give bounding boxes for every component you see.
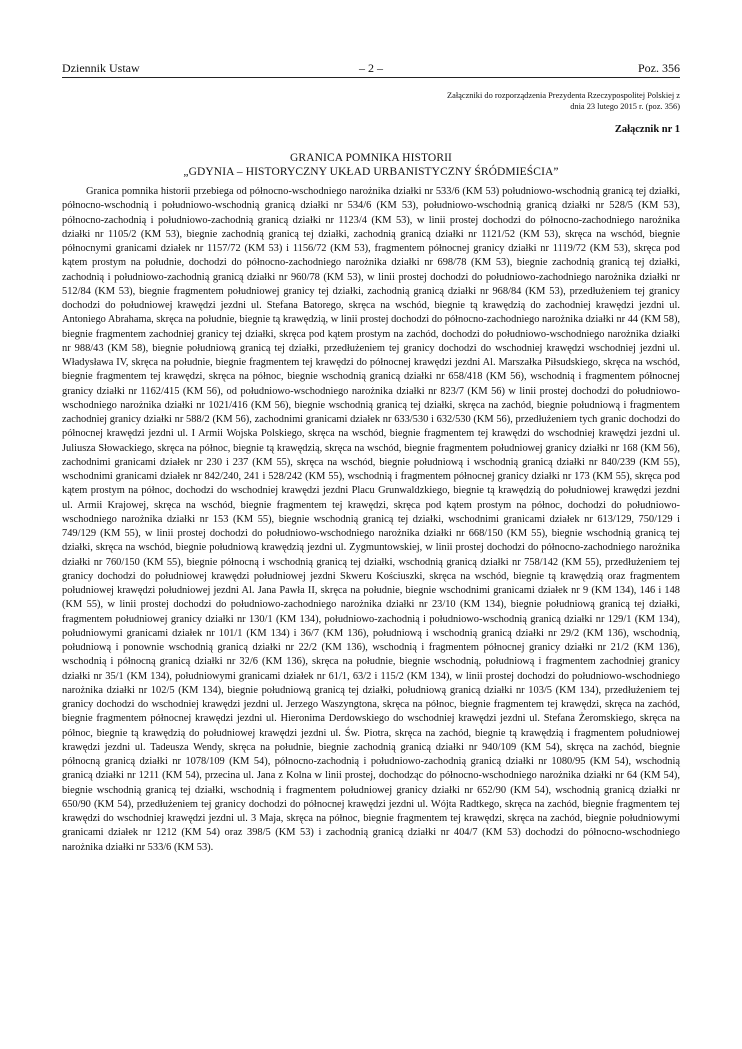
page-header — [62, 61, 680, 77]
position-number: Poz. 356 — [638, 61, 680, 75]
title-line-1: GRANICA POMNIKA HISTORII — [290, 152, 452, 164]
page-number: – 2 – — [359, 61, 383, 75]
annex-note: Załączniki do rozporządzenia Prezydenta Rzeczypospolitej Polskiej z dnia 23 lutego 2015 r. (poz. 356) — [446, 91, 680, 111]
journal-name: Dziennik Ustaw — [62, 61, 140, 75]
title-line-2: „GDYNIA – HISTORYCZNY UKŁAD URBANISTYCZNY ŚRÓDMIEŚCIA” — [183, 166, 559, 178]
annex-number: Załącznik nr 1 — [614, 124, 680, 135]
header-rule — [62, 77, 680, 78]
boundary-description: Granica pomnika historii przebiega od północno-wschodniego narożnika działki nr 533/6 (KM 53) południowo-wschodnią granicą tej działki, północno-wschodnią i południowo-wschodnią granicą działki nr 534/6 (KM 53), południowo-wschodnią granicą działki nr 528/5 (KM 53), północno-zachodnią i południowo-zachodnią granicą działki nr 1123/4 (KM 53), w linii prostej dochodzi do północno-zachodniego narożnika działki nr 1105/2 (KM 53), biegnie zachodnią granicą tej działki, zachodnią granicą działki nr 1121/52 (KM 53), skręca na wschód, biegnie północnymi granicami działek nr 1157/72 (KM 53) i 1156/72 (KM 53), fragmentem północnej granicy działki nr 1119/72 (KM 53), skręca pod kątem prostym na południe, dochodzi do północno-zachodniego narożnika działki nr 698/78 (KM 53), biegnie zachodnią granicą tej działki, zachodnią i południowo-zachodnią granicą działki nr 960/78 (KM 53), w linii prostej dochodzi do południowo-zachodniego narożnika działki nr 512/84 (KM 53), biegnie fragmentem południowej granicy tej działki, zachodnią granicą działki nr 968/84 (KM 53), przedłużeniem tej granicy dochodzi do południowej krawędzi jezdni ul. Stefana Batorego, skręca na wschód, biegnie tą krawędzią do zachodniej krawędzi jezdni ul. Antoniego Abrahama, skręca na południe, biegnie tą krawędzią, w linii prostej dochodzi do północno-zachodniego narożnika działki nr 44 (KM 58), biegnie fragmentem zachodniej granicy tej działki, skręca pod kątem prostym na zachód, dochodzi do południowo-wschodniego narożnika działki nr 988/43 (KM 58), biegnie południową granicą tej działki, przedłużeniem tej granicy dochodzi do wschodniej krawędzi wschodniej jezdni ul. Władysława IV, skręca na południe, biegnie fragmentem tej krawędzi do północnej krawędzi jezdni Al. Marszałka Piłsudskiego, skręca na wschód, biegnie fragmentem tej krawędzi, skręca na północ, biegnie wschodnią granicą działki nr 658/418 (KM 56), wschodnią i fragmentem północnej granicy działki nr 1162/415 (KM 56), od południowo-wschodniego narożnika działki nr 823/7 (KM 56) w linii prostej dochodzi do południowo-wschodniego narożnika działki nr 1021/416 (KM 56), biegnie wschodnią granicą tej działki, skręca na zachód, biegnie południową i fragmentem zachodniej granicy działki nr 588/2 (KM 56), zachodnimi granicami działek nr 633/530 i 632/530 (KM 56), przedłużeniem tych granic dochodzi do północnej krawędzi jezdni ul. I Armii Wojska Polskiego, skręca na wschód, biegnie fragmentem tej krawędzi do wschodniej krawędzi jezdni ul. Juliusza Słowackiego, skręca na północ, biegnie tą krawędzią, skręca na wschód, biegnie fragmentem południowej granicy działki nr 168 (KM 56), zachodnimi granicami działek nr 230 i 237 (KM 55), skręca na wschód, biegnie południową i wschodnią granicą działki nr 840/239 (KM 55), wschodnimi granicami działek nr 842/240, 241 i 528/242 (KM 55), wschodnią i fragmentem północnej granicy działki nr 173 (KM 55), skręca pod kątem prostym na północ, dochodzi do wschodniej krawędzi jezdni Placu Grunwaldzkiego, biegnie tą krawędzią do południowej krawędzi jezdni ul. Armii Krajowej, skręca na wschód, biegnie fragmentem tej krawędzi, skręca pod kątem prostym na północ, dochodzi do południowo-wschodniego narożnika działki nr 153 (KM 55), biegnie wschodnią granicą tej działki, wschodnimi granicami działek nr 613/129, 750/129 i 749/129 (KM 55), w linii prostej dochodzi do południowo-wschodniego narożnika działki nr 668/150 (KM 55), biegnie wschodnią granicą tej działki, skręca na wschód, biegnie południową krawędzią jezdni ul. Zygmuntowskiej, w linii prostej dochodzi do północno-zachodniego narożnika działki nr 760/150 (KM 55), biegnie północną i wschodnią granicą tej działki, wschodnią granicą działki nr 758/142 (KM 55), przedłużeniem tej granicy dochodzi do południowej krawędzi południowej jezdni Skweru Kościuszki, skręca na wschód, biegnie tą krawędzią oraz fragmentem południowej krawędzi południowej jezdni Al. Jana Pawła II, skręca na południe, biegnie wschodnimi granicami działek nr 9 (KM 134), 146 i 148 (KM 55), w linii prostej dochodzi do południowo-zachodniego narożnika działki nr 23/10 (KM 134), biegnie południową granicą tej działki, fragmentem południowej granicy działki nr 130/1 (KM 134), południowo-zachodnią i południowo-wschodnią granicą działki nr 129/1 (KM 134), południowymi granicami działek nr 101/1 (KM 134) i 36/7 (KM 136), południową i wschodnią granicą działki nr 29/2 (KM 136), wschodnią, południową i ponownie wschodnią granicą działki nr 22/2 (KM 136), wschodnią i fragmentem północnej granicy działki nr 21/2 (KM 136), wschodnią i północną granicą działki nr 32/6 (KM 136), skręca na południe, biegnie wschodnią, południową i fragmentem zachodniej granicy działki nr 35/1 (KM 134), południowymi granicami działek nr 61/1, 63/2 i 115/2 (KM 134), w linii prostej dochodzi do południowo-wschodniego narożnika działki nr 102/5 (KM 134), biegnie południową granicą tej działki, południową granicą działki nr 103/5 (KM 134), przedłużeniem tej granicy dochodzi do wschodniej krawędzi jezdni ul. Jerzego Waszyngtona, skręca na północ, biegnie fragmentem tej krawędzi, skręca na zachód, biegnie fragmentem północnej krawędzi jezdni ul. Hieronima Derdowskiego do wschodniej krawędzi jezdni ul. Stefana Żeromskiego, skręca na północ, biegnie tą krawędzią do południowej krawędzi jezdni ul. Św. Piotra, skręca na zachód, biegnie tą krawędzią i fragmentem południowej krawędzi jezdni ul. Tadeusza Wendy, skręca na południe, biegnie zachodnią granicą działki nr 940/109 (KM 54), skręca na zachód, biegnie północną granicą działki nr 1078/109 (KM 54), północno-zachodnią i południowo-zachodnią granicą działki nr 1080/95 (KM 54), wschodnią granicą działki nr 1211 (KM 54), przecina ul. Jana z Kolna w linii prostej, dochodząc do północno-wschodniego narożnika działki nr 64 (KM 54), biegnie wschodnią granicą tej działki, wschodnią i fragmentem południowej granicy działki nr 652/90 (KM 54), wschodnią granicą działki nr 650/90 (KM 54), przedłużeniem tej granicy dochodzi do północnej krawędzi jezdni ul. Wójta Radtkego, skręca na zachód, biegnie fragmentem tej krawędzi do wschodniej krawędzi jezdni ul. 3 Maja, skręca na północ, biegnie fragmentem tej krawędzi, skręca na zachód, biegnie południowymi granicami działek nr 1212 (KM 54) oraz 398/5 (KM 53) i zachodnią granicą działki nr 404/7 (KM 53) dochodzi do północno-wschodniego narożnika działki nr 533/6 (KM 53). — [62, 186, 680, 853]
document-title — [62, 151, 680, 179]
